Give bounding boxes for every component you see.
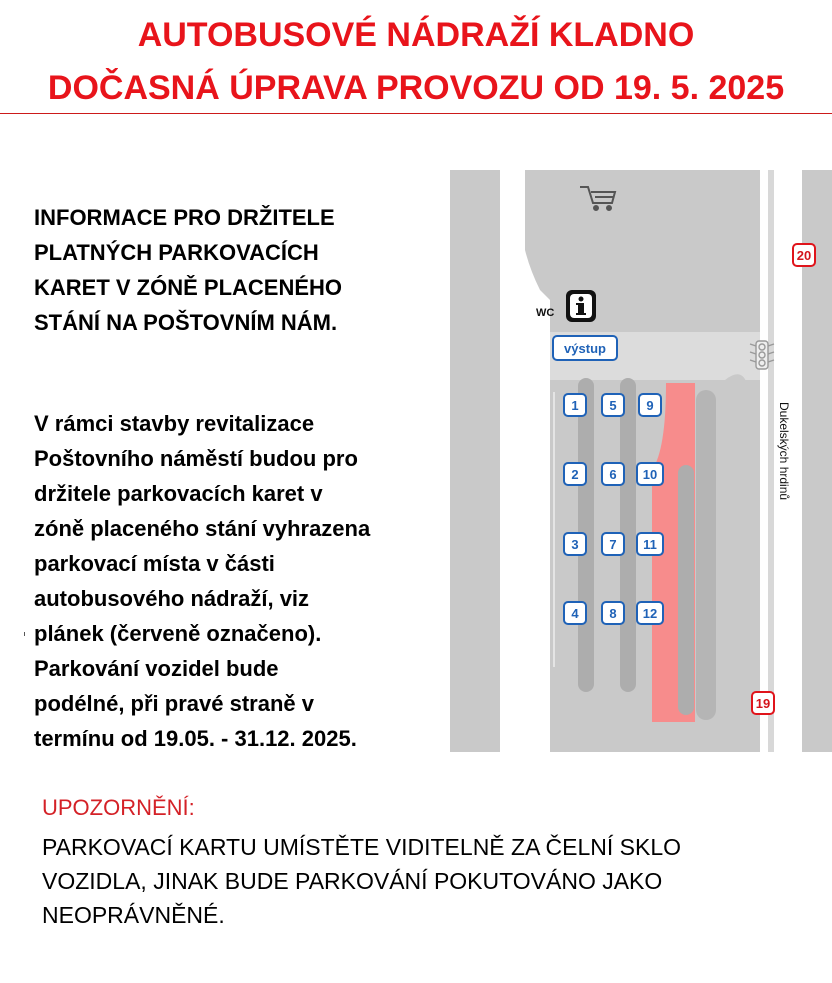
road-number-label: 19	[755, 696, 771, 711]
info-body-line: plánek (červeně označeno).	[34, 621, 322, 646]
exit-sign	[553, 336, 617, 360]
stand-label: 11	[643, 537, 657, 552]
bus-station-map	[450, 170, 832, 752]
platform-island	[678, 465, 694, 715]
stand-11	[637, 533, 663, 555]
stand-label: 7	[609, 537, 617, 552]
stand-12	[637, 602, 663, 624]
stand-5	[602, 394, 624, 416]
street-label: Dukelských hrdinů	[777, 402, 791, 501]
stand-label: 4	[571, 606, 579, 621]
warning-body	[42, 830, 802, 932]
info-body-line: Poštovního náměstí budou pro	[34, 446, 358, 471]
platform-island	[696, 390, 716, 720]
stand-8	[602, 602, 624, 624]
stand-4	[564, 602, 586, 624]
stand-label: 6	[609, 467, 617, 482]
stand-label: 3	[571, 537, 579, 552]
map-ground-left	[450, 170, 500, 752]
info-body-line: parkovací místa v části	[34, 551, 275, 576]
info-body-line: zóně placeného stání vyhrazena	[34, 516, 371, 541]
stand-label: 9	[646, 398, 654, 413]
stand-label: 1	[571, 398, 579, 413]
stand-label: 10	[642, 467, 658, 482]
stand-label: 12	[642, 606, 658, 621]
warning-line: NEOPRÁVNĚNÉ.	[42, 902, 225, 928]
warning-line: PARKOVACÍ KARTU UMÍSTĚTE VIDITELNĚ ZA ČELNÍ SKLO	[42, 834, 682, 860]
info-body	[34, 406, 439, 756]
title-line-1: AUTOBUSOVÉ NÁDRAŽÍ KLADNO	[137, 16, 695, 54]
stand-label: 5	[609, 398, 617, 413]
info-body-line: držitele parkovacích karet v	[34, 481, 323, 506]
building-block	[525, 170, 760, 332]
info-heading-line: PLATNÝCH PARKOVACÍCH	[34, 240, 319, 265]
info-heading-line: KARET V ZÓNĚ PLACENÉHO	[34, 275, 343, 300]
header-divider	[0, 113, 832, 114]
info-body-line: termínu od 19.05. - 31.12. 2025.	[34, 726, 357, 751]
info-body-line: podélné, při pravé straně v	[34, 691, 314, 716]
exit-label: výstup	[564, 341, 606, 356]
info-icon	[566, 290, 596, 322]
stand-3	[564, 533, 586, 555]
info-heading	[34, 200, 414, 340]
info-heading-line: INFORMACE PRO DRŽITELE	[34, 205, 335, 230]
stand-9	[639, 394, 661, 416]
stand-6	[602, 463, 624, 485]
right-strip	[768, 170, 774, 752]
stand-7	[602, 533, 624, 555]
title-line-2: DOČASNÁ ÚPRAVA PROVOZU OD 19. 5. 2025	[47, 69, 785, 107]
warning-line: VOZIDLA, JINAK BUDE PARKOVÁNÍ POKUTOVÁNO JAKO	[42, 868, 663, 894]
stand-2	[564, 463, 586, 485]
info-body-line: autobusového nádraží, viz	[34, 586, 310, 611]
road-number-20	[793, 244, 815, 266]
warning-title: UPOZORNĚNÍ:	[42, 795, 195, 820]
stand-1	[564, 394, 586, 416]
info-body-line: V rámci stavby revitalizace	[34, 411, 315, 436]
stand-label: 8	[609, 606, 617, 621]
stand-label: 2	[571, 467, 579, 482]
road-number-19	[752, 692, 774, 714]
stand-10	[637, 463, 663, 485]
decorative-mark	[24, 632, 25, 636]
info-heading-line: STÁNÍ NA POŠTOVNÍM NÁM.	[34, 310, 338, 335]
map-svg	[450, 170, 832, 752]
road-number-label: 20	[796, 248, 812, 263]
wc-label: WC	[536, 307, 555, 319]
info-body-line: Parkování vozidel bude	[34, 656, 279, 681]
